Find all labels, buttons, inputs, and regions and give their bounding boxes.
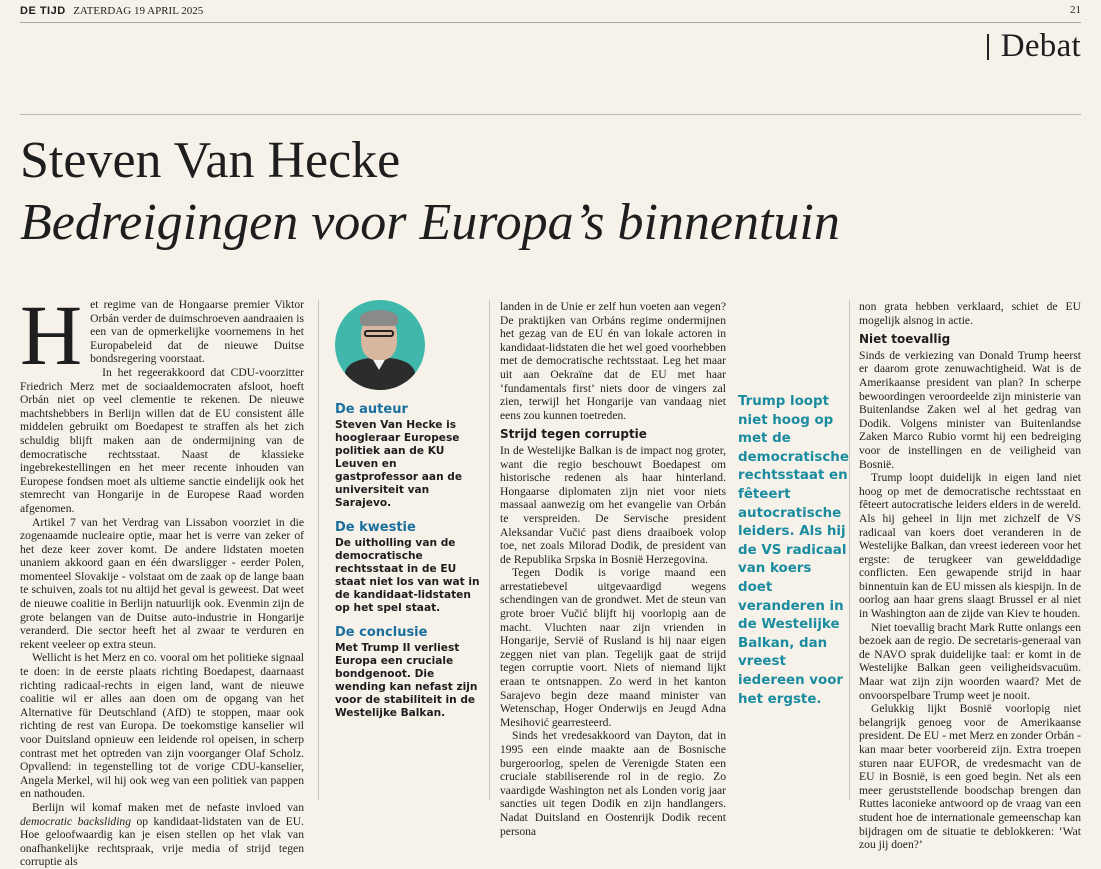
author-photo [335,300,425,390]
header-rule [20,22,1081,23]
paragraph: non grata hebben verklaard, schiet de EU mogelijk alsnog in actie. [859,300,1081,327]
subheading: Strijd tegen corruptie [500,427,647,442]
paragraph: Berlijn wil komaf maken met de nefaste invloed van democratic backsliding op kandidaat-lidstaten van de EU. Hoe geloofwaardig kan je eisen stellen op het vlak van onafhankelijke rechtspraak, vrije media of strijd tegen corruptie als [20,800,304,869]
paragraph: Sinds de verkiezing van Donald Trump heerst er daarom grote zenuwachtigheid. Wat is de Amerikaanse president van plan? In scherpe bewoordingen veroordeelde zijn ministerie van Buitenlandse Zaken wel al het gedrag van Dodik. Volgens minister van Buitenlandse Zaken Marco Rubio vormt hij een bedreiging voor de instellingen en de veiligheid van Bosnië. [859,348,1081,471]
article-column-1 [20,287,304,869]
pull-quote: Trump loopt niet hoog op met de democratische rechtsstaat en fêteert autocratische leiders. Als hij de VS radicaal van koers doet veranderen in de Westelijke Balkan, dan vreest iedereen voor het ergste. [738,394,849,707]
paragraph: Trump loopt duidelijk in eigen land niet hoog op met de democratische rechtsstaat en fêteert autocratische leiders elders in de wereld. Als hij geheel in lijn met zichzelf de VS radicaal van koers doet veranderen in de Westelijke Balkan, dan vreest iedereen voor het ergste: de terugkeer van gewelddadige conflicten. Een gewapende strijd in haar binnentuin kan de EU missen als kiespijn. In de oorlog aan haar grens slaagt Brussel er al niet in Washington aan de zijde van Kiev te houden. [859,471,1081,621]
headline-rule [20,114,1081,115]
paragraph: In de Westelijke Balkan is de impact nog groter, want die regio beschouwt Boedapest om historische redenen als haar hinterland. Hongaarse diplomaten zijn niet voor niets massaal aanwezig om het evangelie van Orbán te verspreiden. De Servische president Aleksandar Vučić past diens draaiboek volop toe, net zoals Milorad Dodik, de president van de Republika Srpska in Bosnië Herzegovina. [500,443,726,566]
column-divider [318,300,319,800]
column-divider [489,300,490,800]
paragraph: Sinds het vredesakkoord van Dayton, dat in 1995 een einde maakte aan de Bosnische burgeroorlog, spelen de Verenigde Staten een cruciale stabiliserende rol in de regio. Zo vaardigde Washington net als Londen vorig jaar sancties uit tegen Dodik en zijn handlangers. Nadat Duitsland en Oostenrijk Dodik recent persona [500,729,726,838]
section-marker [987,34,989,60]
page-header [20,4,1081,20]
issue-date: ZATERDAG 19 APRIL 2025 [73,5,204,17]
section-title: Debat [1000,28,1081,64]
author-name: Steven Van Hecke [20,132,401,189]
sidebar-text-author: Steven Van Hecke is hoogleraar Europese politiek aan de KU Leuven en gastprofessor aan de universiteit van Sarajevo. [335,419,463,509]
paragraph: In het regeerakkoord dat CDU-voorzitter Friedrich Merz met de sociaaldemocraten afsloot, hoeft Orbán niet op veel clementie te rekenen. De nieuwe machtshebbers in Berlijn willen dat de EU consistent álle middelen gebruikt om Boedapest te straffen als het zich schuldig blijft maken aan de ondermijning van de democratische rechtsstaat. Naast de klassieke ingebrekestellingen en het meer recente inhouden van Europese fondsen moet als ultieme sanctie eindelijk ook het stemrecht van Hongarije in de Europese Raad worden afgenomen. [20,365,304,515]
article-headline: Bedreigingen voor Europa’s binnentuin [20,194,840,251]
paragraph: Niet toevallig bracht Mark Rutte onlangs een bezoek aan de regio. De secretaris-generaal van de NAVO sprak duidelijke taal: er komt in de Westelijke Balkan geen veiligheidsvacuüm. Maar wat zijn zijn woorden waard? Met de onvoorspelbare Trump weet je nooit. [859,620,1081,702]
column-divider [849,300,850,800]
info-sidebar [335,300,481,720]
paragraph: landen in de Unie er zelf hun voeten aan vegen? De praktijken van Orbáns regime ondermijnen het gezag van de EU én van lokale actoren in kandidaat-lidstaten die het wel goed voorhebben met de democratische rechtsstaat. Leg het maar uit aan Oekraïne dat de EU met haar ‘fundamentals first’ niets door de vingers zal zien, terwijl het Hongarije van vandaag niet eens zou kunnen toetreden. [500,300,726,422]
newspaper-brand: DE TIJD [20,5,66,17]
drop-cap: H [20,287,83,383]
article-column-3 [500,300,726,838]
paragraph: Gelukkig lijkt Bosnië voorlopig niet belangrijk genoeg voor de Amerikaanse president. De EU - met Merz en zonder Orbán - kan maar beter voorbereid zijn. Extra troepen sturen naar EUFOR, de vredesmacht van de EU in Bosnië, is een goed begin. Net als een meer geruststellende boodschap brengen dan Ruttes laconieke antwoord op de vraag van een student hoe de internationale gemeenschap kan bijdragen om de situatie te deblokkeren: ‘Wat zou jij doen?’ [859,702,1081,852]
sidebar-heading-conclusion: De conclusie [335,625,428,640]
paragraph: Het regime van de Hongaarse premier Viktor Orbán verder de duimschroeven aandraaien is een van de opmerkelijke voornemens in het Europabeleid dat de nieuwe Duitse bondsregering voorstaat. [20,287,304,383]
sidebar-heading-author: De auteur [335,402,408,417]
paragraph: Artikel 7 van het Verdrag van Lissabon voorziet in die zogenaamde nucleaire optie, maar het is verre van zeker of het deze keer zover komt. De andere lidstaten moeten unaniem akkoord gaan en één dwarsligger - eerder Polen, momenteel Slovakije - volstaat om de zaak op de lange baan te schuiven, zoals tot nu altijd het geval is geweest. Dat weet de nieuwe coalitie in Berlijn natuurlijk ook. Evenmin zijn de grote belangen van de Duitse auto-industrie in Hongarije veranderd. Die sector heeft het al zwaar te verduren en rekent veeleer op extra steun. [20,515,304,651]
sidebar-text-conclusion: Met Trump II verliest Europa een cruciale bondgenoot. Die wending kan nefast zijn voor de stabiliteit in de Westelijke Balkan. [335,642,478,719]
paragraph: Wellicht is het Merz en co. vooral om het politieke signaal te doen: in de eerste plaats richting Boedapest, daarnaast richting radicaal-rechts in eigen land, want de nieuwe coalitie wil er alles aan doen om de opgang van het Alternative für Deutschland (AfD) te stoppen, maar ook richting de rest van Europa. De toekomstige kanselier wil voor Duitsland opnieuw een leidende rol opeisen, in scherp contrast met het optreden van zijn voorganger Olaf Scholz. Opvallend: in tegenstelling tot de vorige CDU-kanselier, Angela Merkel, wil hij ook weg van een politiek van pappen en nathouden. [20,651,304,801]
subheading: Niet toevallig [859,332,951,347]
article-column-4 [859,300,1081,852]
page-number: 21 [1070,4,1081,16]
sidebar-text-issue: De uitholling van de democratische rechtsstaat in de EU staat niet los van wat in de kandidaat-lidstaten op het spel staat. [335,537,480,614]
paragraph: Tegen Dodik is vorige maand een arrestatiebevel uitgevaardigd wegens schendingen van de grondwet. Met de steun van grote broer Vučić blijft hij voorlopig aan de macht. Vluchten naar zijn vrienden in Hongarije, Servië of Rusland is hij naar eigen zeggen niet van plan. Tegelijk gaat de strijd tegen corruptie voort. Niets of niemand lijkt eraan te ontsnappen. Zo werd in het kanton Sarajevo begin deze maand minister van Wetenschap, Hoger Onderwijs en Jeugd Adna Mesihović gearresteerd. [500,566,726,729]
sidebar-heading-issue: De kwestie [335,520,416,535]
